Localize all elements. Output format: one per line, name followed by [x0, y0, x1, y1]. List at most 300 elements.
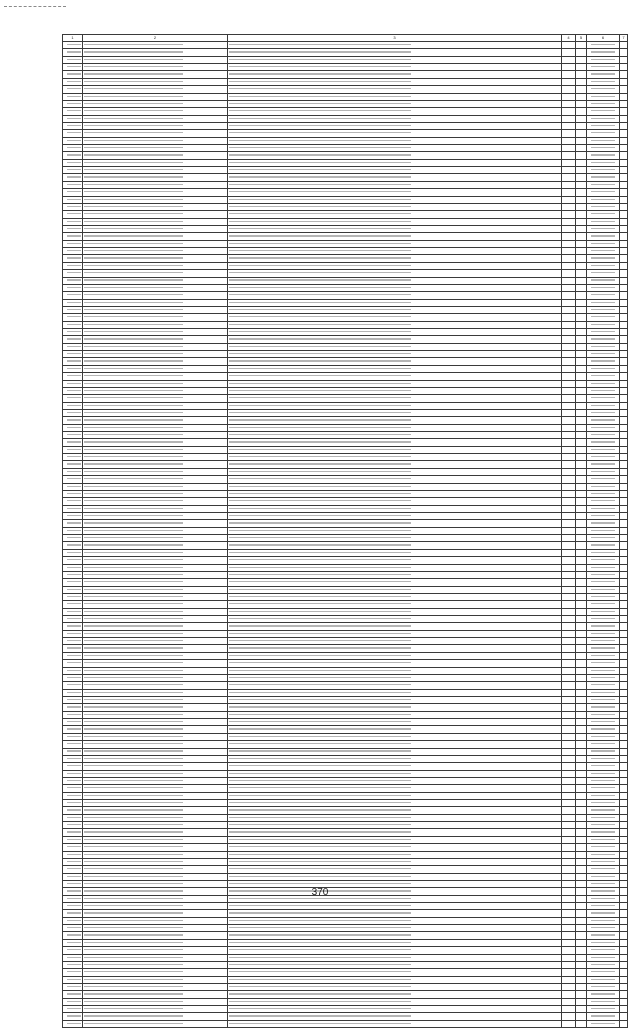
- table-cell: [63, 358, 83, 365]
- table-cell: [83, 108, 228, 115]
- table-cell: [83, 858, 228, 865]
- table-cell: [620, 579, 628, 586]
- table-cell: [63, 424, 83, 431]
- table-row: [63, 203, 628, 210]
- table-cell: [620, 255, 628, 262]
- table-cell: [620, 1006, 628, 1013]
- table-cell: [587, 557, 620, 564]
- table-row: [63, 910, 628, 917]
- table-cell: [83, 667, 228, 674]
- table-cell: [620, 490, 628, 497]
- table-cell: [620, 387, 628, 394]
- table-cell: [83, 976, 228, 983]
- table-cell: [63, 770, 83, 777]
- table-cell: [83, 954, 228, 961]
- table-cell: [562, 159, 576, 166]
- table-cell: [63, 689, 83, 696]
- table-cell: [576, 174, 587, 181]
- table-row: [63, 711, 628, 718]
- table-cell: [83, 638, 228, 645]
- table-cell: [587, 601, 620, 608]
- table-cell: [562, 358, 576, 365]
- table-cell: [620, 402, 628, 409]
- table-cell: [228, 225, 562, 232]
- table-cell: [587, 947, 620, 954]
- table-cell: [228, 292, 562, 299]
- table-row: [63, 93, 628, 100]
- table-cell: [63, 858, 83, 865]
- table-cell: [620, 417, 628, 424]
- table-cell: [63, 851, 83, 858]
- table-cell: [587, 520, 620, 527]
- table-cell: [562, 638, 576, 645]
- table-cell: [620, 785, 628, 792]
- table-cell: [562, 660, 576, 667]
- table-cell: [83, 682, 228, 689]
- table-cell: [576, 498, 587, 505]
- table-cell: [587, 682, 620, 689]
- table-cell: [228, 380, 562, 387]
- table-cell: [63, 380, 83, 387]
- table-row: [63, 748, 628, 755]
- table-cell: [228, 321, 562, 328]
- table-cell: [63, 262, 83, 269]
- table-row: [63, 225, 628, 232]
- table-cell: [620, 917, 628, 924]
- table-row: [63, 608, 628, 615]
- table-cell: [587, 130, 620, 137]
- table-cell: [562, 733, 576, 740]
- table-cell: [576, 741, 587, 748]
- table-cell: [587, 939, 620, 946]
- table-cell: [620, 645, 628, 652]
- table-cell: [228, 211, 562, 218]
- column-number: 3: [228, 35, 562, 42]
- table-cell: [83, 446, 228, 453]
- table-cell: [63, 601, 83, 608]
- table-cell: [587, 476, 620, 483]
- table-cell: [587, 277, 620, 284]
- table-cell: [83, 167, 228, 174]
- table-cell: [83, 78, 228, 85]
- table-cell: [587, 100, 620, 107]
- table-row: [63, 991, 628, 998]
- table-cell: [587, 137, 620, 144]
- table-cell: [587, 284, 620, 291]
- table-cell: [83, 755, 228, 762]
- table-cell: [620, 137, 628, 144]
- table-cell: [83, 115, 228, 122]
- table-cell: [83, 93, 228, 100]
- table-cell: [83, 409, 228, 416]
- table-cell: [562, 93, 576, 100]
- table-row: [63, 130, 628, 137]
- table-cell: [576, 196, 587, 203]
- table-cell: [63, 329, 83, 336]
- table-cell: [228, 527, 562, 534]
- table-cell: [228, 770, 562, 777]
- table-cell: [562, 726, 576, 733]
- table-cell: [63, 292, 83, 299]
- table-cell: [587, 225, 620, 232]
- table-cell: [587, 991, 620, 998]
- table-cell: [576, 42, 587, 49]
- table-row: [63, 998, 628, 1005]
- table-cell: [562, 42, 576, 49]
- table-row: [63, 763, 628, 770]
- table-cell: [228, 1013, 562, 1020]
- table-cell: [228, 593, 562, 600]
- table-cell: [562, 836, 576, 843]
- table-cell: [228, 152, 562, 159]
- table-cell: [587, 490, 620, 497]
- table-cell: [83, 321, 228, 328]
- table-cell: [63, 122, 83, 129]
- table-cell: [83, 733, 228, 740]
- column-number: 4: [562, 35, 576, 42]
- table-cell: [63, 86, 83, 93]
- table-cell: [576, 115, 587, 122]
- table-cell: [63, 93, 83, 100]
- table-cell: [562, 961, 576, 968]
- table-cell: [587, 321, 620, 328]
- table-cell: [83, 579, 228, 586]
- table-cell: [83, 792, 228, 799]
- table-cell: [576, 726, 587, 733]
- table-cell: [228, 439, 562, 446]
- table-cell: [576, 593, 587, 600]
- table-cell: [576, 910, 587, 917]
- table-cell: [63, 836, 83, 843]
- table-cell: [228, 836, 562, 843]
- table-cell: [83, 505, 228, 512]
- table-cell: [562, 292, 576, 299]
- table-cell: [576, 800, 587, 807]
- table-cell: [63, 395, 83, 402]
- table-cell: [620, 1020, 628, 1027]
- table-cell: [228, 490, 562, 497]
- table-cell: [620, 358, 628, 365]
- table-cell: [63, 961, 83, 968]
- table-cell: [228, 432, 562, 439]
- table-cell: [620, 174, 628, 181]
- table-cell: [228, 498, 562, 505]
- table-cell: [228, 579, 562, 586]
- table-row: [63, 64, 628, 71]
- table-row: [63, 593, 628, 600]
- table-cell: [587, 910, 620, 917]
- table-cell: [63, 704, 83, 711]
- table-cell: [63, 873, 83, 880]
- table-cell: [576, 571, 587, 578]
- table-cell: [228, 402, 562, 409]
- table-cell: [587, 167, 620, 174]
- table-cell: [228, 571, 562, 578]
- table-cell: [576, 1006, 587, 1013]
- table-cell: [83, 984, 228, 991]
- table-cell: [576, 439, 587, 446]
- table-cell: [63, 299, 83, 306]
- table-cell: [587, 571, 620, 578]
- table-row: [63, 167, 628, 174]
- table-cell: [83, 387, 228, 394]
- table-cell: [587, 64, 620, 71]
- table-cell: [562, 373, 576, 380]
- table-cell: [576, 122, 587, 129]
- table-cell: [620, 181, 628, 188]
- table-cell: [63, 829, 83, 836]
- table-cell: [562, 520, 576, 527]
- table-cell: [83, 476, 228, 483]
- table-cell: [63, 454, 83, 461]
- table-row: [63, 439, 628, 446]
- table-cell: [620, 969, 628, 976]
- table-cell: [63, 630, 83, 637]
- table-row: [63, 461, 628, 468]
- table-cell: [576, 292, 587, 299]
- table-cell: [562, 998, 576, 1005]
- table-cell: [63, 527, 83, 534]
- table-cell: [63, 719, 83, 726]
- table-cell: [620, 498, 628, 505]
- table-cell: [562, 777, 576, 784]
- table-cell: [576, 858, 587, 865]
- table-cell: [228, 667, 562, 674]
- table-row: [63, 409, 628, 416]
- table-cell: [63, 152, 83, 159]
- table-cell: [562, 454, 576, 461]
- table-cell: [576, 218, 587, 225]
- table-row: [63, 829, 628, 836]
- table-cell: [228, 903, 562, 910]
- table-cell: [562, 873, 576, 880]
- table-cell: [63, 255, 83, 262]
- table-cell: [63, 203, 83, 210]
- table-cell: [620, 373, 628, 380]
- table-cell: [587, 836, 620, 843]
- table-cell: [620, 829, 628, 836]
- table-cell: [83, 829, 228, 836]
- table-row: [63, 866, 628, 873]
- table-cell: [587, 807, 620, 814]
- table-cell: [576, 424, 587, 431]
- table-row: [63, 961, 628, 968]
- table-cell: [620, 932, 628, 939]
- table-cell: [83, 645, 228, 652]
- table-cell: [587, 549, 620, 556]
- table-cell: [562, 616, 576, 623]
- table-cell: [83, 925, 228, 932]
- table-cell: [587, 454, 620, 461]
- table-cell: [587, 822, 620, 829]
- table-cell: [576, 446, 587, 453]
- table-cell: [63, 468, 83, 475]
- table-cell: [83, 800, 228, 807]
- table-cell: [83, 122, 228, 129]
- table-cell: [587, 755, 620, 762]
- table-cell: [587, 704, 620, 711]
- table-cell: [587, 696, 620, 703]
- table-cell: [228, 159, 562, 166]
- table-cell: [63, 660, 83, 667]
- table-cell: [562, 527, 576, 534]
- table-cell: [587, 505, 620, 512]
- table-cell: [63, 336, 83, 343]
- table-cell: [587, 299, 620, 306]
- table-cell: [63, 748, 83, 755]
- table-cell: [63, 513, 83, 520]
- table-cell: [576, 203, 587, 210]
- table-cell: [576, 984, 587, 991]
- table-cell: [587, 748, 620, 755]
- table-cell: [620, 660, 628, 667]
- column-number: 7: [620, 35, 628, 42]
- table-cell: [620, 741, 628, 748]
- table-cell: [562, 976, 576, 983]
- table-cell: [228, 1020, 562, 1027]
- table-cell: [63, 409, 83, 416]
- table-cell: [562, 608, 576, 615]
- table-cell: [83, 49, 228, 56]
- table-cell: [63, 991, 83, 998]
- table-cell: [83, 520, 228, 527]
- table-cell: [620, 299, 628, 306]
- table-cell: [576, 829, 587, 836]
- table-cell: [228, 733, 562, 740]
- table-cell: [83, 571, 228, 578]
- table-cell: [63, 800, 83, 807]
- table-cell: [228, 78, 562, 85]
- table-cell: [228, 586, 562, 593]
- table-cell: [576, 711, 587, 718]
- table-row: [63, 984, 628, 991]
- table-cell: [587, 203, 620, 210]
- column-number: 6: [587, 35, 620, 42]
- table-row: [63, 490, 628, 497]
- table-row: [63, 86, 628, 93]
- table-cell: [620, 240, 628, 247]
- table-cell: [83, 557, 228, 564]
- table-cell: [562, 586, 576, 593]
- table-cell: [228, 395, 562, 402]
- table-cell: [576, 674, 587, 681]
- table-row: [63, 211, 628, 218]
- table-cell: [63, 608, 83, 615]
- table-cell: [620, 954, 628, 961]
- table-row: [63, 402, 628, 409]
- table-cell: [228, 167, 562, 174]
- table-cell: [562, 763, 576, 770]
- table-cell: [562, 674, 576, 681]
- table-cell: [587, 711, 620, 718]
- table-cell: [562, 218, 576, 225]
- table-row: [63, 306, 628, 313]
- table-cell: [63, 100, 83, 107]
- table-cell: [576, 417, 587, 424]
- table-cell: [576, 270, 587, 277]
- table-row: [63, 446, 628, 453]
- table-cell: [562, 115, 576, 122]
- table-cell: [228, 829, 562, 836]
- table-cell: [576, 248, 587, 255]
- table-cell: [587, 78, 620, 85]
- table-cell: [620, 454, 628, 461]
- table-row: [63, 233, 628, 240]
- table-cell: [562, 468, 576, 475]
- table-cell: [228, 409, 562, 416]
- table-cell: [228, 270, 562, 277]
- table-cell: [83, 822, 228, 829]
- table-cell: [562, 108, 576, 115]
- table-cell: [562, 844, 576, 851]
- table-cell: [587, 961, 620, 968]
- table-cell: [620, 395, 628, 402]
- table-cell: [83, 255, 228, 262]
- table-cell: [587, 785, 620, 792]
- table-cell: [63, 932, 83, 939]
- table-cell: [83, 623, 228, 630]
- table-cell: [228, 719, 562, 726]
- table-cell: [562, 181, 576, 188]
- table-cell: [228, 645, 562, 652]
- table-cell: [576, 468, 587, 475]
- table-cell: [83, 564, 228, 571]
- table-cell: [620, 652, 628, 659]
- table-cell: [576, 542, 587, 549]
- table-cell: [562, 203, 576, 210]
- table-cell: [620, 674, 628, 681]
- table-cell: [620, 836, 628, 843]
- table-cell: [228, 137, 562, 144]
- table-cell: [576, 851, 587, 858]
- table-cell: [562, 903, 576, 910]
- table-cell: [228, 991, 562, 998]
- table-row: [63, 623, 628, 630]
- table-cell: [228, 189, 562, 196]
- table-cell: [576, 777, 587, 784]
- table-cell: [576, 696, 587, 703]
- table-cell: [620, 314, 628, 321]
- table-cell: [576, 564, 587, 571]
- table-row: [63, 218, 628, 225]
- table-cell: [620, 984, 628, 991]
- table-cell: [228, 476, 562, 483]
- table-cell: [576, 961, 587, 968]
- table-cell: [83, 71, 228, 78]
- table-row: [63, 240, 628, 247]
- table-cell: [576, 704, 587, 711]
- table-row: [63, 468, 628, 475]
- table-cell: [83, 741, 228, 748]
- table-cell: [83, 483, 228, 490]
- table-cell: [63, 417, 83, 424]
- table-row: [63, 630, 628, 637]
- table-cell: [228, 42, 562, 49]
- table-cell: [587, 86, 620, 93]
- table-cell: [63, 623, 83, 630]
- table-cell: [587, 218, 620, 225]
- table-row: [63, 652, 628, 659]
- table-cell: [620, 630, 628, 637]
- table-cell: [576, 343, 587, 350]
- table-cell: [620, 513, 628, 520]
- table-cell: [83, 814, 228, 821]
- table-cell: [576, 461, 587, 468]
- table-cell: [562, 910, 576, 917]
- table-cell: [587, 262, 620, 269]
- table-row: [63, 292, 628, 299]
- table-row: [63, 549, 628, 556]
